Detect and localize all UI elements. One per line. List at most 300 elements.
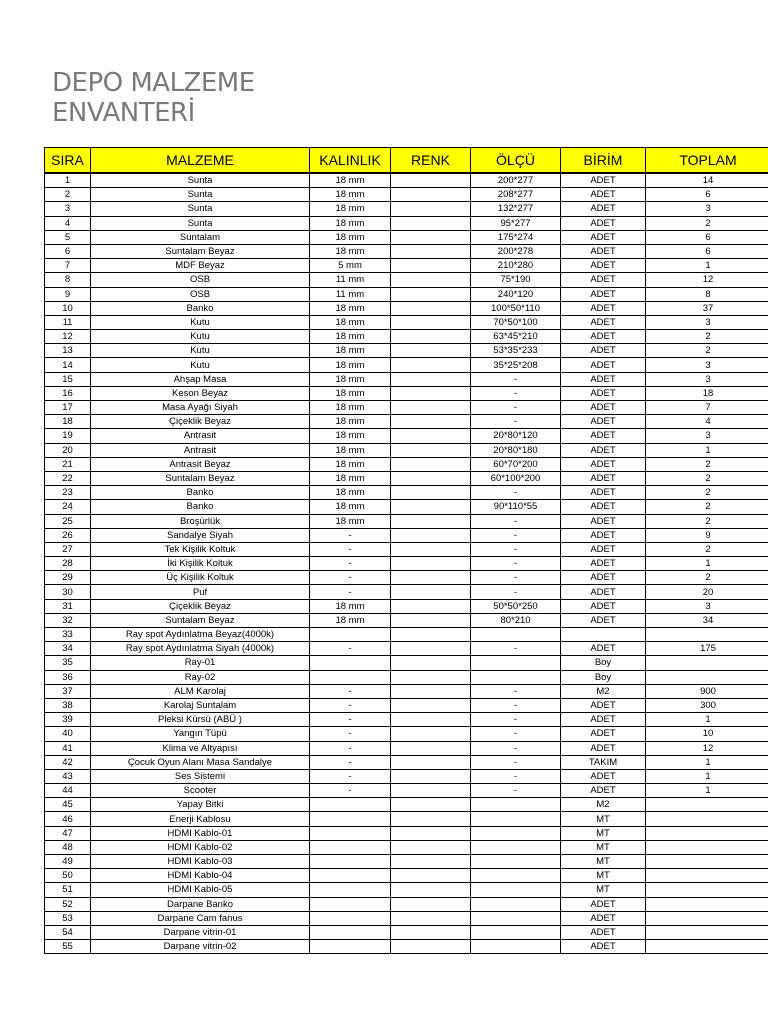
cell-olcu: 63*45*210	[471, 330, 561, 344]
cell-toplam: 14	[646, 173, 768, 188]
cell-renk	[391, 429, 471, 443]
cell-olcu: 240*120	[471, 287, 561, 301]
cell-renk	[391, 911, 471, 925]
column-header-kalinlik: KALINLIK	[310, 148, 391, 174]
cell-toplam: 8	[646, 287, 768, 301]
cell-malzeme: Çiçeklik Beyaz	[91, 415, 310, 429]
cell-birim: M2	[561, 798, 646, 812]
cell-kalinlik: 18 mm	[310, 443, 391, 457]
cell-birim: ADET	[561, 287, 646, 301]
cell-malzeme: OSB	[91, 287, 310, 301]
column-header-malzeme: MALZEME	[91, 148, 310, 174]
cell-toplam: 900	[646, 684, 768, 698]
cell-olcu: 200*278	[471, 244, 561, 258]
cell-renk	[391, 571, 471, 585]
cell-kalinlik: 18 mm	[310, 216, 391, 230]
cell-birim: MT	[561, 840, 646, 854]
cell-toplam	[646, 812, 768, 826]
cell-renk	[391, 415, 471, 429]
cell-olcu: -	[471, 486, 561, 500]
table-row	[45, 216, 768, 230]
cell-olcu: -	[471, 386, 561, 400]
cell-sira: 31	[45, 599, 91, 613]
cell-sira: 12	[45, 330, 91, 344]
cell-malzeme: ALM Karolaj	[91, 684, 310, 698]
table-row	[45, 897, 768, 911]
cell-birim: ADET	[561, 911, 646, 925]
cell-olcu	[471, 840, 561, 854]
cell-olcu: 60*100*200	[471, 471, 561, 485]
cell-sira: 28	[45, 557, 91, 571]
cell-olcu: -	[471, 415, 561, 429]
cell-toplam: 37	[646, 301, 768, 315]
cell-sira: 51	[45, 883, 91, 897]
cell-toplam: 10	[646, 727, 768, 741]
cell-renk	[391, 542, 471, 556]
cell-renk	[391, 883, 471, 897]
cell-birim: Boy	[561, 656, 646, 670]
cell-birim: ADET	[561, 940, 646, 954]
cell-olcu	[471, 911, 561, 925]
cell-kalinlik: 18 mm	[310, 386, 391, 400]
cell-malzeme: Banko	[91, 486, 310, 500]
cell-renk	[391, 741, 471, 755]
cell-sira: 25	[45, 514, 91, 528]
cell-malzeme: Ses Sistemi	[91, 769, 310, 783]
table-header-row	[45, 148, 768, 174]
cell-toplam: 6	[646, 244, 768, 258]
table-row	[45, 542, 768, 556]
cell-renk	[391, 698, 471, 712]
cell-toplam: 3	[646, 202, 768, 216]
cell-olcu	[471, 812, 561, 826]
table-row	[45, 273, 768, 287]
cell-sira: 5	[45, 230, 91, 244]
cell-kalinlik: 18 mm	[310, 471, 391, 485]
table-row	[45, 713, 768, 727]
table-row	[45, 372, 768, 386]
cell-olcu: 75*190	[471, 273, 561, 287]
cell-olcu: 70*50*100	[471, 315, 561, 329]
cell-olcu: -	[471, 713, 561, 727]
cell-birim: ADET	[561, 202, 646, 216]
table-row	[45, 244, 768, 258]
cell-kalinlik	[310, 940, 391, 954]
cell-sira: 4	[45, 216, 91, 230]
cell-renk	[391, 244, 471, 258]
cell-olcu: 53*35*233	[471, 344, 561, 358]
cell-renk	[391, 727, 471, 741]
cell-sira: 39	[45, 713, 91, 727]
cell-kalinlik: 18 mm	[310, 244, 391, 258]
cell-sira: 33	[45, 628, 91, 642]
cell-birim: ADET	[561, 769, 646, 783]
cell-renk	[391, 330, 471, 344]
cell-birim: ADET	[561, 330, 646, 344]
cell-renk	[391, 684, 471, 698]
cell-kalinlik: 18 mm	[310, 301, 391, 315]
cell-kalinlik: 11 mm	[310, 287, 391, 301]
cell-sira: 15	[45, 372, 91, 386]
cell-malzeme: Masa Ayağı Siyah	[91, 401, 310, 415]
cell-malzeme: HDMI Kablo-04	[91, 869, 310, 883]
cell-renk	[391, 287, 471, 301]
cell-sira: 11	[45, 315, 91, 329]
cell-malzeme: Sunta	[91, 202, 310, 216]
cell-toplam: 7	[646, 401, 768, 415]
table-row	[45, 287, 768, 301]
cell-birim: ADET	[561, 216, 646, 230]
table-row	[45, 812, 768, 826]
cell-renk	[391, 613, 471, 627]
cell-sira: 49	[45, 855, 91, 869]
cell-renk	[391, 670, 471, 684]
cell-birim: ADET	[561, 486, 646, 500]
cell-olcu	[471, 670, 561, 684]
cell-olcu: 95*277	[471, 216, 561, 230]
cell-olcu: -	[471, 642, 561, 656]
cell-toplam: 2	[646, 330, 768, 344]
cell-malzeme: Keson Beyaz	[91, 386, 310, 400]
table-row	[45, 599, 768, 613]
cell-olcu: 100*50*110	[471, 301, 561, 315]
table-row	[45, 925, 768, 939]
cell-kalinlik	[310, 670, 391, 684]
cell-renk	[391, 443, 471, 457]
table-row	[45, 798, 768, 812]
cell-birim: ADET	[561, 727, 646, 741]
cell-kalinlik: 18 mm	[310, 514, 391, 528]
cell-malzeme: Darpane vitrin-02	[91, 940, 310, 954]
cell-birim: ADET	[561, 457, 646, 471]
cell-kalinlik: 18 mm	[310, 500, 391, 514]
cell-sira: 41	[45, 741, 91, 755]
table-row	[45, 358, 768, 372]
column-header-sira: SIRA	[45, 148, 91, 174]
cell-sira: 21	[45, 457, 91, 471]
cell-malzeme: Antrasit Beyaz	[91, 457, 310, 471]
cell-birim: MT	[561, 812, 646, 826]
cell-kalinlik: 18 mm	[310, 358, 391, 372]
table-row	[45, 571, 768, 585]
cell-malzeme: Ray spot Aydınlatma Beyaz(4000k)	[91, 628, 310, 642]
cell-olcu	[471, 897, 561, 911]
table-row	[45, 173, 768, 188]
cell-olcu	[471, 940, 561, 954]
cell-birim: ADET	[561, 230, 646, 244]
cell-birim: Boy	[561, 670, 646, 684]
cell-olcu: -	[471, 684, 561, 698]
cell-renk	[391, 202, 471, 216]
table-row	[45, 883, 768, 897]
cell-birim: MT	[561, 855, 646, 869]
cell-toplam: 2	[646, 471, 768, 485]
cell-kalinlik: 18 mm	[310, 599, 391, 613]
cell-toplam	[646, 826, 768, 840]
inventory-table	[44, 147, 768, 954]
cell-olcu: 20*80*180	[471, 443, 561, 457]
table-row	[45, 315, 768, 329]
cell-toplam: 12	[646, 741, 768, 755]
cell-olcu	[471, 855, 561, 869]
cell-kalinlik: 18 mm	[310, 457, 391, 471]
table-row	[45, 642, 768, 656]
cell-malzeme: Suntalam Beyaz	[91, 244, 310, 258]
cell-toplam: 1	[646, 755, 768, 769]
cell-toplam: 2	[646, 344, 768, 358]
cell-olcu	[471, 656, 561, 670]
title-line-2: ENVANTERİ	[52, 98, 195, 128]
cell-renk	[391, 471, 471, 485]
cell-sira: 46	[45, 812, 91, 826]
table-row	[45, 486, 768, 500]
cell-birim: ADET	[561, 599, 646, 613]
cell-sira: 1	[45, 173, 91, 188]
cell-malzeme: Banko	[91, 301, 310, 315]
column-header-toplam: TOPLAM	[646, 148, 768, 174]
cell-sira: 44	[45, 784, 91, 798]
cell-sira: 10	[45, 301, 91, 315]
cell-kalinlik: -	[310, 727, 391, 741]
cell-kalinlik: 18 mm	[310, 202, 391, 216]
cell-malzeme: Ray-01	[91, 656, 310, 670]
cell-birim: ADET	[561, 557, 646, 571]
cell-renk	[391, 188, 471, 202]
cell-birim: ADET	[561, 528, 646, 542]
cell-birim: ADET	[561, 925, 646, 939]
cell-malzeme: İki Kişilik Koltuk	[91, 557, 310, 571]
cell-birim: ADET	[561, 344, 646, 358]
cell-malzeme: Sunta	[91, 173, 310, 188]
table-row	[45, 628, 768, 642]
table-row	[45, 330, 768, 344]
cell-kalinlik: 18 mm	[310, 173, 391, 188]
cell-toplam: 1	[646, 443, 768, 457]
cell-renk	[391, 656, 471, 670]
cell-kalinlik: -	[310, 713, 391, 727]
cell-toplam: 1	[646, 557, 768, 571]
cell-renk	[391, 713, 471, 727]
cell-toplam: 1	[646, 769, 768, 783]
cell-kalinlik: 18 mm	[310, 315, 391, 329]
cell-birim: ADET	[561, 542, 646, 556]
table-row	[45, 457, 768, 471]
cell-toplam: 20	[646, 585, 768, 599]
cell-sira: 34	[45, 642, 91, 656]
cell-renk	[391, 386, 471, 400]
cell-malzeme: Antrasit	[91, 443, 310, 457]
cell-malzeme: Yapay Bitki	[91, 798, 310, 812]
cell-renk	[391, 173, 471, 188]
cell-toplam: 3	[646, 372, 768, 386]
table-row	[45, 401, 768, 415]
cell-toplam: 175	[646, 642, 768, 656]
cell-kalinlik: -	[310, 528, 391, 542]
cell-malzeme: Kutu	[91, 358, 310, 372]
table-row	[45, 557, 768, 571]
table-row	[45, 755, 768, 769]
cell-malzeme: OSB	[91, 273, 310, 287]
cell-kalinlik: -	[310, 585, 391, 599]
table-row	[45, 940, 768, 954]
cell-birim: ADET	[561, 415, 646, 429]
table-row	[45, 386, 768, 400]
table-row	[45, 826, 768, 840]
table-row	[45, 471, 768, 485]
cell-sira: 14	[45, 358, 91, 372]
cell-sira: 55	[45, 940, 91, 954]
cell-malzeme: Çiçeklik Beyaz	[91, 599, 310, 613]
cell-malzeme: Üç Kişilik Koltuk	[91, 571, 310, 585]
cell-kalinlik: -	[310, 784, 391, 798]
cell-olcu: -	[471, 741, 561, 755]
cell-renk	[391, 585, 471, 599]
cell-kalinlik: 18 mm	[310, 415, 391, 429]
document-title	[52, 68, 452, 128]
cell-renk	[391, 840, 471, 854]
cell-malzeme: Antrasit	[91, 429, 310, 443]
cell-birim: ADET	[561, 301, 646, 315]
cell-sira: 32	[45, 613, 91, 627]
cell-olcu: -	[471, 571, 561, 585]
cell-olcu: -	[471, 514, 561, 528]
cell-olcu	[471, 628, 561, 642]
cell-renk	[391, 372, 471, 386]
cell-renk	[391, 301, 471, 315]
cell-toplam: 3	[646, 599, 768, 613]
cell-toplam: 34	[646, 613, 768, 627]
table-row	[45, 259, 768, 273]
cell-malzeme: Çocuk Oyun Alanı Masa Sandalye	[91, 755, 310, 769]
cell-toplam: 2	[646, 571, 768, 585]
cell-sira: 7	[45, 259, 91, 273]
cell-olcu: -	[471, 755, 561, 769]
table-row	[45, 585, 768, 599]
cell-olcu: 50*50*250	[471, 599, 561, 613]
cell-malzeme: Suntalam Beyaz	[91, 613, 310, 627]
cell-birim: ADET	[561, 401, 646, 415]
cell-sira: 50	[45, 869, 91, 883]
table-row	[45, 727, 768, 741]
cell-toplam	[646, 840, 768, 854]
cell-malzeme: Sunta	[91, 216, 310, 230]
cell-kalinlik: -	[310, 642, 391, 656]
cell-malzeme: Ahşap Masa	[91, 372, 310, 386]
cell-renk	[391, 784, 471, 798]
cell-birim: ADET	[561, 244, 646, 258]
cell-kalinlik: 18 mm	[310, 613, 391, 627]
cell-toplam: 4	[646, 415, 768, 429]
cell-toplam: 12	[646, 273, 768, 287]
cell-malzeme: Yangın Tüpü	[91, 727, 310, 741]
cell-kalinlik: 18 mm	[310, 486, 391, 500]
table-body	[45, 173, 768, 954]
cell-renk	[391, 812, 471, 826]
cell-olcu: 175*274	[471, 230, 561, 244]
cell-kalinlik: 18 mm	[310, 429, 391, 443]
cell-toplam: 2	[646, 216, 768, 230]
cell-olcu: -	[471, 585, 561, 599]
cell-sira: 40	[45, 727, 91, 741]
cell-kalinlik: -	[310, 557, 391, 571]
cell-renk	[391, 344, 471, 358]
cell-toplam: 300	[646, 698, 768, 712]
table-row	[45, 429, 768, 443]
cell-birim: ADET	[561, 585, 646, 599]
table-row	[45, 188, 768, 202]
cell-birim: ADET	[561, 642, 646, 656]
cell-kalinlik: 11 mm	[310, 273, 391, 287]
cell-toplam: 18	[646, 386, 768, 400]
cell-malzeme: Darpane vitrin-01	[91, 925, 310, 939]
cell-malzeme: Sunta	[91, 188, 310, 202]
table-row	[45, 528, 768, 542]
cell-olcu: 35*25*208	[471, 358, 561, 372]
cell-kalinlik	[310, 826, 391, 840]
cell-kalinlik: 18 mm	[310, 330, 391, 344]
table-row	[45, 415, 768, 429]
cell-sira: 35	[45, 656, 91, 670]
cell-olcu: 210*280	[471, 259, 561, 273]
column-header-renk: RENK	[391, 148, 471, 174]
cell-birim	[561, 628, 646, 642]
cell-birim: MT	[561, 883, 646, 897]
table-row	[45, 670, 768, 684]
cell-sira: 42	[45, 755, 91, 769]
cell-kalinlik	[310, 855, 391, 869]
table-row	[45, 301, 768, 315]
table-row	[45, 500, 768, 514]
cell-olcu: 60*70*200	[471, 457, 561, 471]
cell-renk	[391, 826, 471, 840]
table-row	[45, 741, 768, 755]
cell-toplam	[646, 897, 768, 911]
cell-birim: M2	[561, 684, 646, 698]
cell-toplam	[646, 869, 768, 883]
cell-toplam	[646, 670, 768, 684]
cell-renk	[391, 358, 471, 372]
cell-toplam	[646, 656, 768, 670]
cell-toplam: 2	[646, 486, 768, 500]
cell-birim: ADET	[561, 386, 646, 400]
cell-renk	[391, 855, 471, 869]
cell-sira: 13	[45, 344, 91, 358]
cell-olcu: -	[471, 727, 561, 741]
table-row	[45, 869, 768, 883]
cell-toplam: 2	[646, 500, 768, 514]
cell-birim: ADET	[561, 698, 646, 712]
cell-renk	[391, 486, 471, 500]
table-row	[45, 855, 768, 869]
table-row	[45, 202, 768, 216]
cell-malzeme: Scooter	[91, 784, 310, 798]
cell-olcu: 208*277	[471, 188, 561, 202]
cell-toplam	[646, 883, 768, 897]
cell-toplam	[646, 940, 768, 954]
cell-birim: ADET	[561, 429, 646, 443]
cell-renk	[391, 798, 471, 812]
cell-malzeme: HDMI Kablo-05	[91, 883, 310, 897]
cell-toplam: 1	[646, 784, 768, 798]
table-row	[45, 443, 768, 457]
cell-malzeme: Kutu	[91, 344, 310, 358]
cell-kalinlik: -	[310, 741, 391, 755]
cell-sira: 3	[45, 202, 91, 216]
cell-malzeme: Darpane Cam fanus	[91, 911, 310, 925]
cell-malzeme: Banko	[91, 500, 310, 514]
cell-malzeme: Ray-02	[91, 670, 310, 684]
cell-sira: 45	[45, 798, 91, 812]
